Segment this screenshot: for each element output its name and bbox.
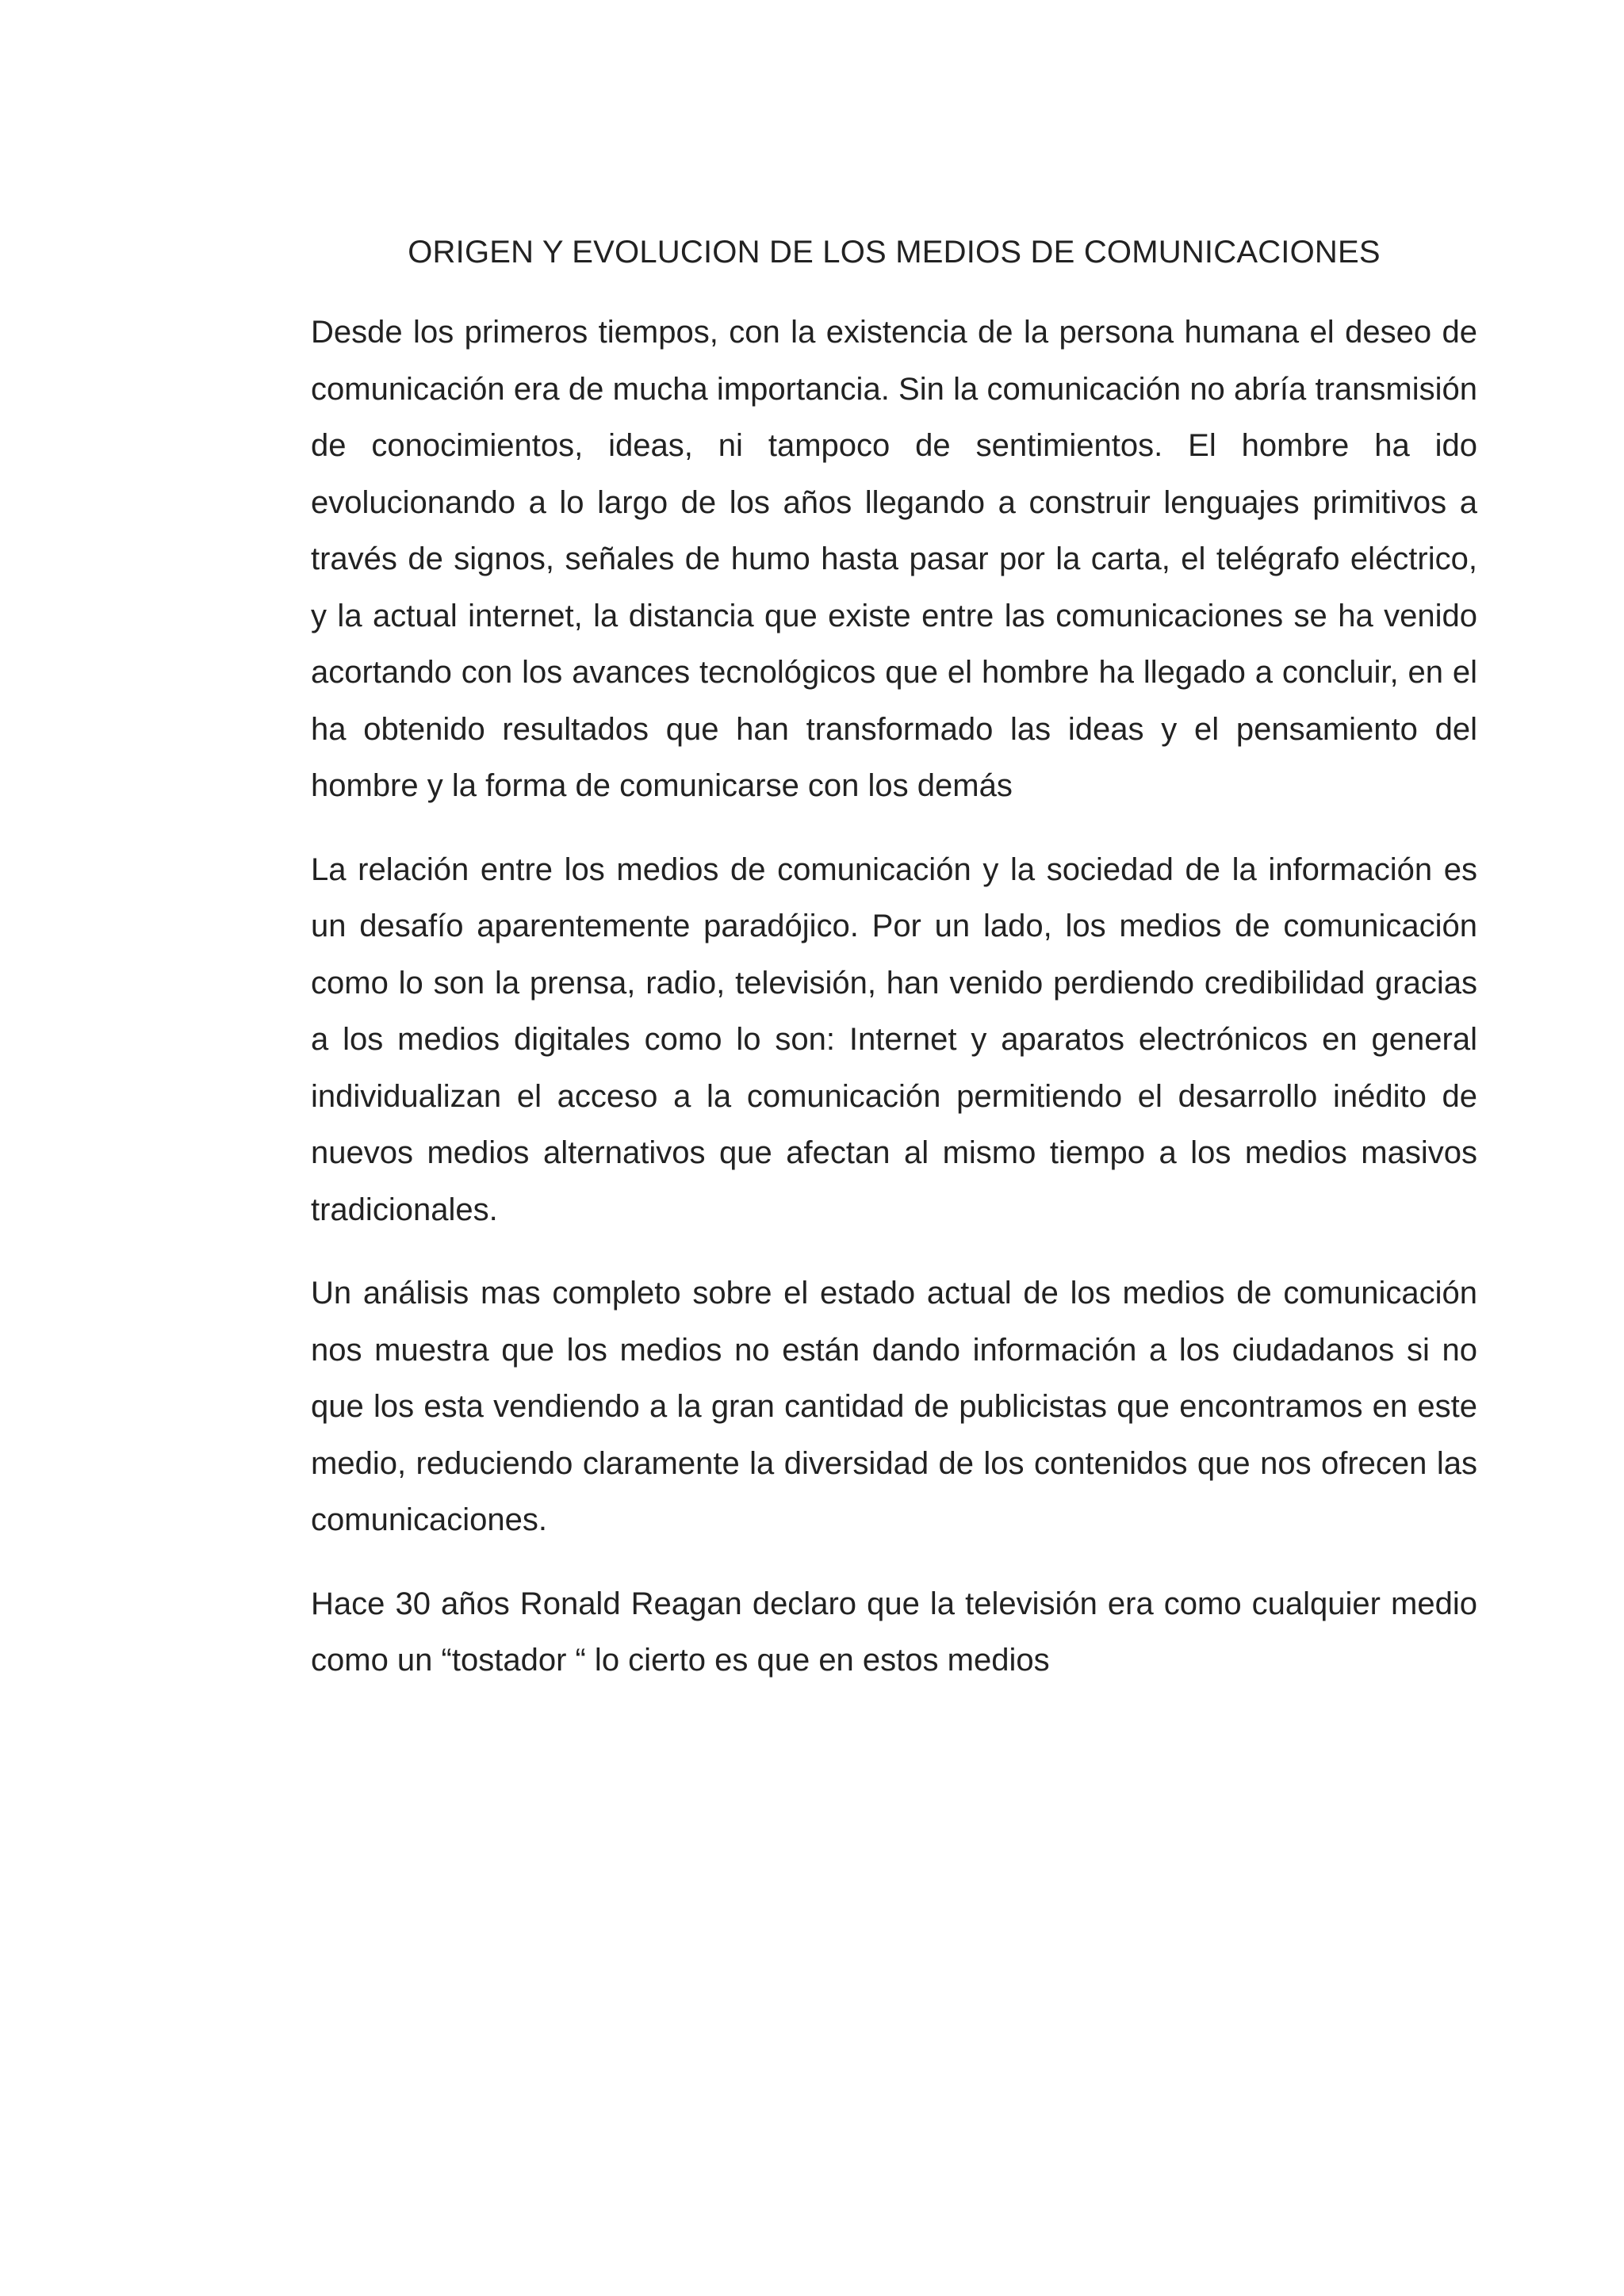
paragraph-3: Un análisis mas completo sobre el estado actual de los medios de comunicación nos muestra que los medios no están dando información a los ciudadanos si no que los esta vendiendo a la gran cantidad de publicistas que encontramos en este medio, reduciendo claramente la diversidad de los contenidos que nos ofrecen las comunicaciones.	[311, 1276, 1477, 1537]
paragraph-4: Hace 30 años Ronald Reagan declaro que la televisión era como cualquier medio como un “tostador “ lo cierto es que en estos medios	[311, 1586, 1477, 1678]
paragraph-1: Desde los primeros tiempos, con la existencia de la persona humana el deseo de comunicación era de mucha importancia. Sin la comunicación no abría transmisión de conocimientos, ideas, ni tampoco de sentimientos. El hombre ha ido evolucionando a lo largo de los años llegando a construir lenguajes primitivos a través de signos, señales de humo hasta pasar por la carta, el telégrafo eléctrico, y la actual internet, la distancia que existe entre las comunicaciones se ha venido acortando con los avances tecnológicos que el hombre ha llegado a concluir, en el ha obtenido resultados que han transformado las ideas y el pensamiento del hombre y la forma de comunicarse con los demás	[311, 315, 1477, 803]
document-body	[311, 228, 1477, 1716]
document-title: ORIGEN Y EVOLUCION DE LOS MEDIOS DE COMUNICACIONES	[408, 235, 1381, 270]
paragraph-2: La relación entre los medios de comunicación y la sociedad de la información es un desafío aparentemente paradójico. Por un lado, los medios de comunicación como lo son la prensa, radio, televisión, han venido perdiendo credibilidad gracias a los medios digitales como lo son: Internet y aparatos electrónicos en general individualizan el acceso a la comunicación permitiendo el desarrollo inédito de nuevos medios alternativos que afectan al mismo tiempo a los medios masivos tradicionales.	[311, 851, 1477, 1227]
